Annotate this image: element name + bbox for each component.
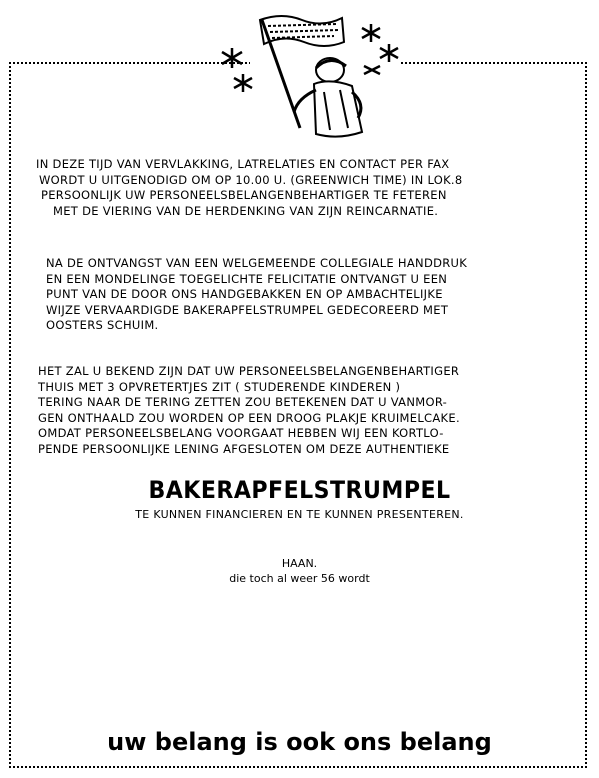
text-line: EN EEN MONDELINGE TOEGELICHTE FELICITATIE ONTVANGT U EEN xyxy=(46,271,448,286)
text-line: IN DEZE TIJD VAN VERVLAKKING, LATRELATIES EN CONTACT PER FAX xyxy=(36,157,450,171)
text-line: PERSOONLIJK UW PERSONEELSBELANGENBEHARTIGER TE FETEREN xyxy=(41,188,447,203)
finance-line: TE KUNNEN FINANCIEREN EN TE KUNNEN PRESENTEREN. xyxy=(135,508,464,521)
loan-paragraph xyxy=(0,364,599,458)
text-line: THUIS MET 3 OPVRETERTJES ZIT ( STUDERENDE KINDEREN ) xyxy=(38,379,401,394)
text-line: WIJZE VERVAARDIGDE BAKERAPFELSTRUMPEL GEDECOREERD MET xyxy=(46,302,449,317)
text-line: GEN ONTHAALD ZOU WORDEN OP EEN DROOG PLAKJE KRUIMELCAKE. xyxy=(38,410,460,425)
text-line: TERING NAAR DE TERING ZETTEN ZOU BETEKENEN DAT U VANMOR- xyxy=(38,395,448,410)
text-line: WORDT U UITGENODIGD OM OP 10.00 U. (GREENWICH TIME) IN LOK.8 xyxy=(39,172,463,187)
text-line: PUNT VAN DE DOOR ONS HANDGEBAKKEN EN OP AMBACHTELIJKE xyxy=(46,287,443,302)
text-line: PENDE PERSOONLIJKE LENING AFGESLOTEN OM DEZE AUTHENTIEKE xyxy=(38,441,450,456)
text-line: MET DE VIERING VAN DE HERDENKING VAN ZIJN REINCARNATIE. xyxy=(53,203,439,218)
text-line: HET ZAL U BEKEND ZIJN DAT UW PERSONEELSBELANGENBEHARTIGER xyxy=(38,364,460,378)
signature-name: HAAN. xyxy=(281,557,318,570)
text-line: NA DE ONTVANGST VAN EEN WELGEMEENDE COLLEGIALE HANDDRUK xyxy=(46,256,468,270)
cake-title: BAKERAPFELSTRUMPEL xyxy=(148,476,451,504)
soldier-with-flag-illustration xyxy=(212,8,412,148)
text-line: OOSTERS SCHUIM. xyxy=(46,318,159,333)
signature-note: die toch al weer 56 wordt xyxy=(229,572,370,585)
text-line: OMDAT PERSONEELSBELANG VOORGAAT HEBBEN WIJ EEN KORTLO- xyxy=(38,426,444,441)
invitation-paragraph xyxy=(0,157,599,219)
reception-paragraph xyxy=(0,256,599,334)
footer-slogan: uw belang is ook ons belang xyxy=(107,728,492,756)
